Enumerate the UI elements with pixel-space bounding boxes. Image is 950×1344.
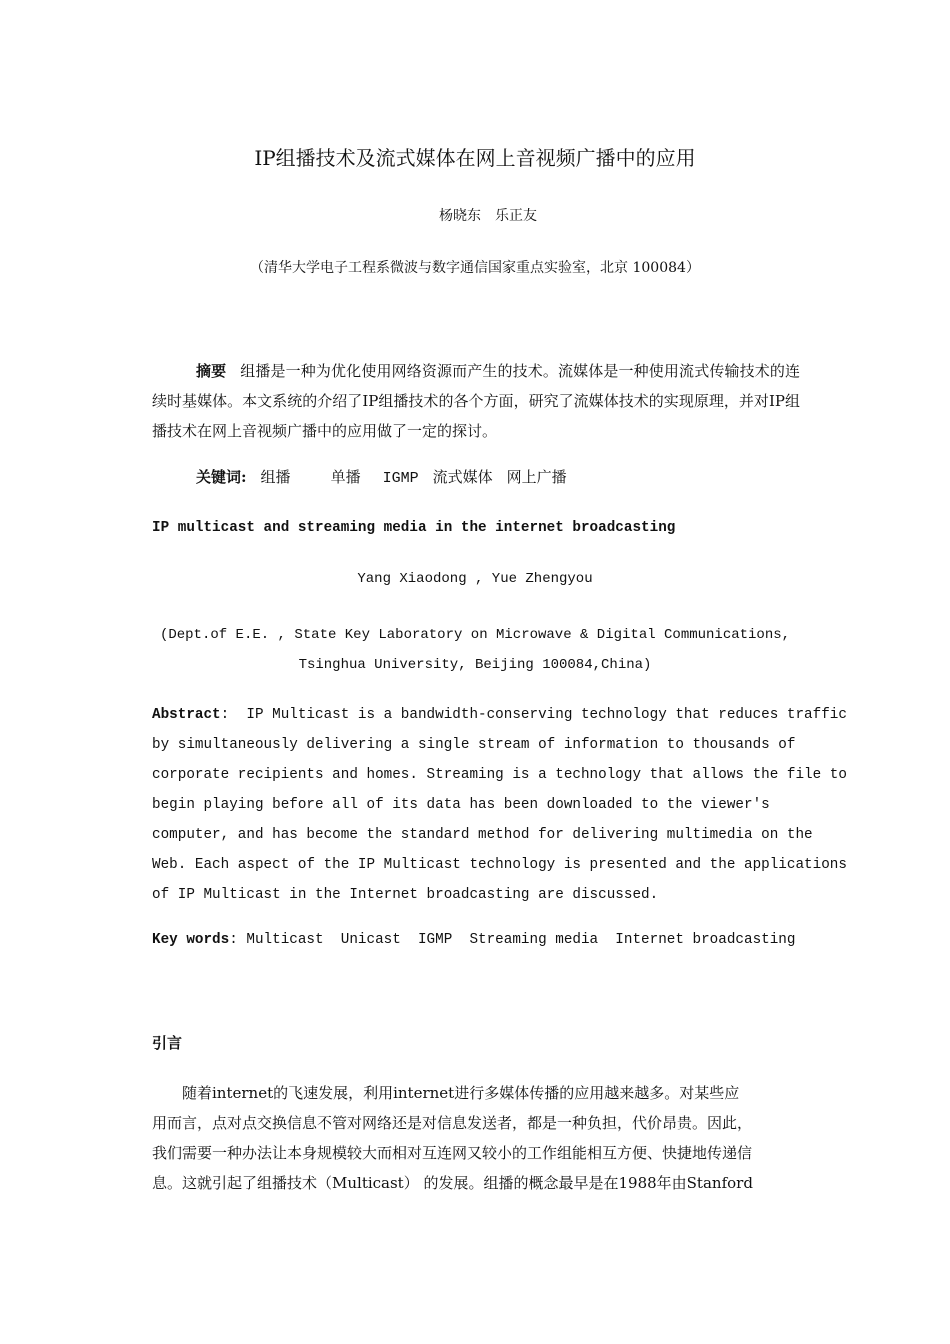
keyword-cn-item: 单播 [330,468,361,486]
abstract-en-line: of IP Multicast in the Internet broadcasting are discussed. [152,887,659,903]
abstract-en [152,700,847,910]
keywords-en [152,932,795,948]
abstract-cn [152,356,800,446]
keyword-cn-item: 组播 [260,468,291,486]
keywords-cn-label: 关键词: [196,468,247,486]
abstract-en-label: Abstract [152,707,221,723]
abstract-en-text: : IP Multicast is a bandwidth-conserving technology that reduces traffic [220,707,847,723]
abstract-en-line: by simultaneously delivering a single stream of information to thousands of [152,737,796,753]
body-line: 随着internet的飞速发展，利用internet进行多媒体传播的应用越来越多。对某些应 [152,1084,740,1102]
abstract-en-line [152,700,847,730]
authors-en: Yang Xiaodong , Yue Zhengyou [357,571,593,587]
affiliation-cn: （清华大学电子工程系微波与数字通信国家重点实验室，北京 100084） [250,260,700,276]
keywords-cn [196,466,581,487]
paper-title-en: IP multicast and streaming media in the internet broadcasting [152,520,676,536]
paper-title: IP组播技术及流式媒体在网上音视频广播中的应用 [254,146,696,170]
abstract-en-line: Web. Each aspect of the IP Multicast technology is presented and the applications [152,857,847,873]
affiliation-en-line: Tsinghua University, Beijing 100084,China) [298,657,652,673]
body-line: 息。这就引起了组播技术（Multicast） 的发展。组播的概念最早是在1988年由Stanford [152,1174,753,1192]
keywords-en-label: Key words [152,932,230,948]
keyword-cn-item: IGMP [382,470,419,487]
abstract-cn-text: 组播是一种为优化使用网络资源而产生的技术。流媒体是一种使用流式传输技术的连续时基媒体。本文系统的介绍了IP组播技术的各个方面，研究了流媒体技术的实现原理，并对IP组播技术在网上音视频广播中的应用做了一定的探讨。 [152,362,800,440]
affiliation-en-line: (Dept.of E.E. , State Key Laboratory on Microwave & Digital Communications, [159,627,791,643]
body-line: 我们需要一种办法让本身规模较大而相对互连网又较小的工作组能相互方便、快捷地传递信 [152,1144,753,1162]
affiliation-en [0,620,950,680]
abstract-en-line: computer, and has become the standard method for delivering multimedia on the [152,827,813,843]
keywords-en-text: : Multicast Unicast IGMP Streaming media Internet broadcasting [229,932,796,948]
abstract-cn-label: 摘要 [196,362,227,380]
abstract-en-line: corporate recipients and homes. Streaming is a technology that allows the file to [152,767,847,783]
authors-cn: 杨晓东 乐正友 [439,208,537,224]
keyword-cn-item: 网上广播 [506,468,567,486]
section-heading: 引言 [152,1034,183,1052]
body-line: 用而言，点对点交换信息不管对网络还是对信息发送者，都是一种负担，代价昂贵。因此， [152,1114,753,1132]
keyword-cn-item: 流式媒体 [432,468,493,486]
abstract-en-line: begin playing before all of its data has been downloaded to the viewer's [152,797,770,813]
body-text [152,1078,802,1198]
